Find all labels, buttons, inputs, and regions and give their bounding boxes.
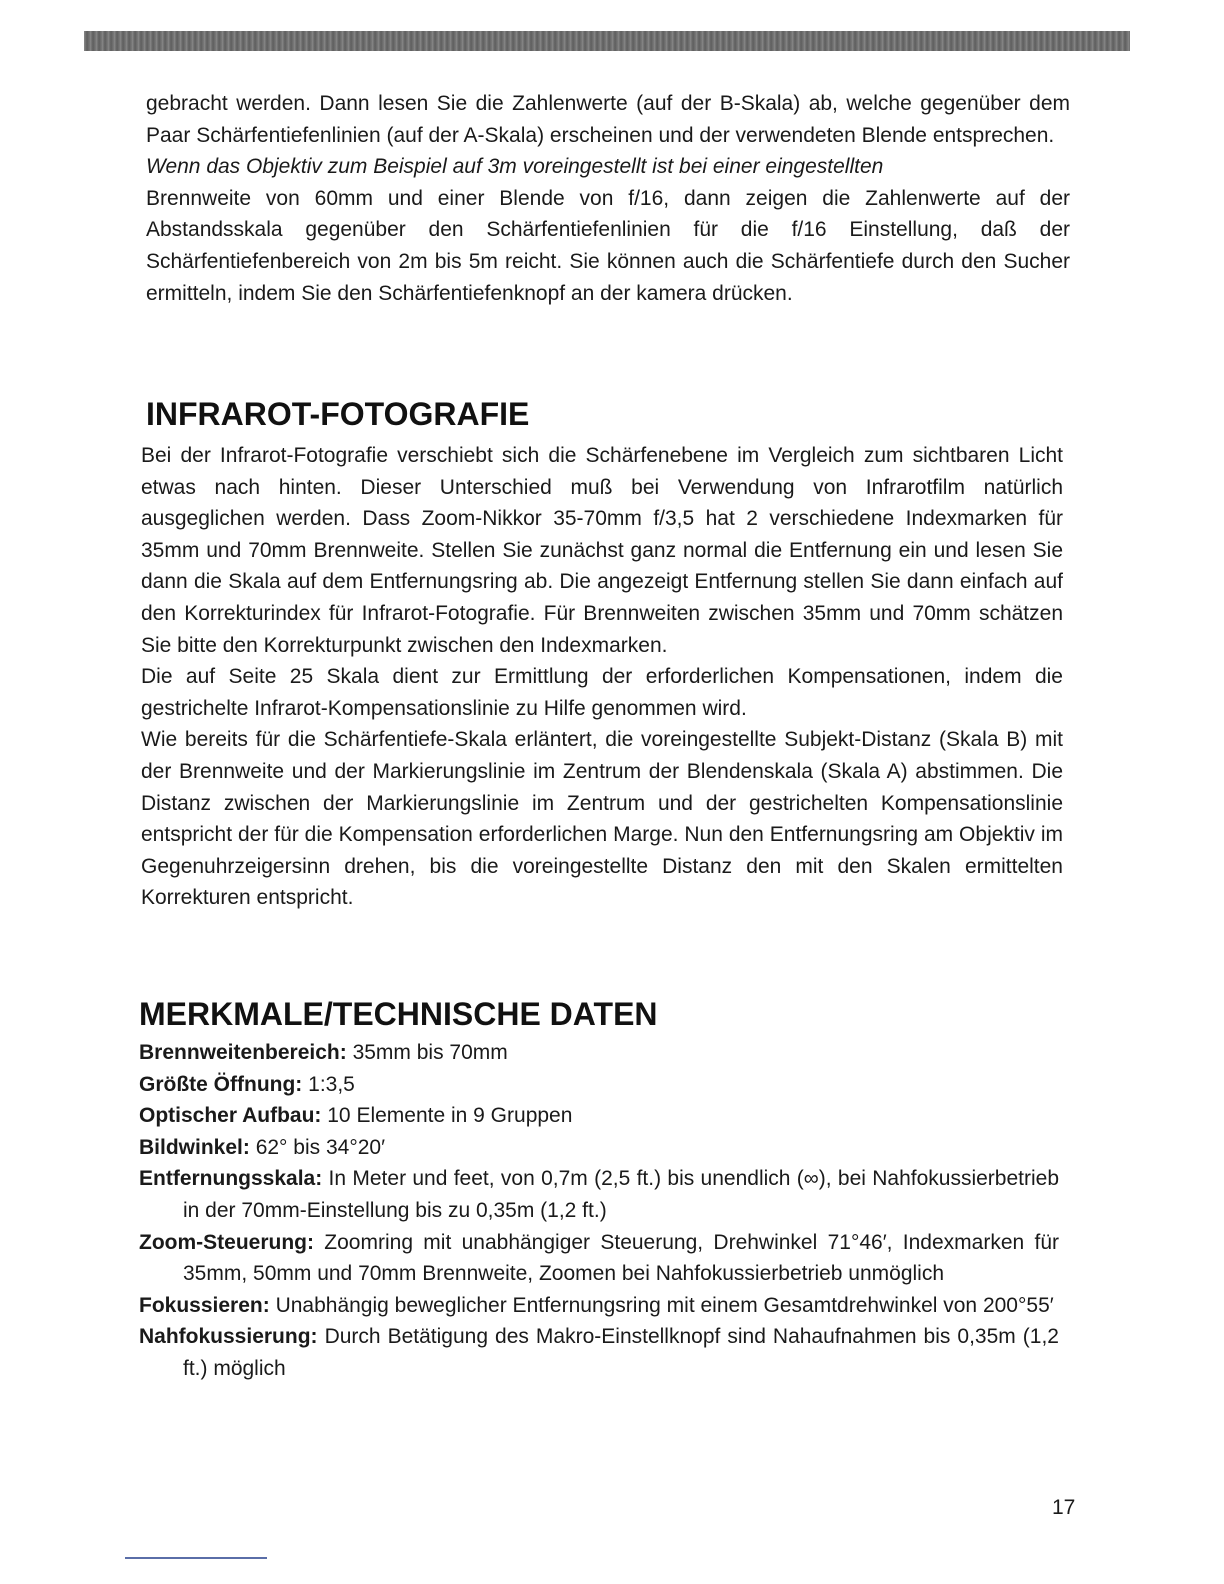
intro-section xyxy=(146,88,1070,309)
spec-value: Durch Betätigung des Makro-Einstellknopf sind Nahaufnahmen bis 0,35m (1,2 ft.) möglich xyxy=(183,1325,1059,1380)
infrarot-paragraph-1: Bei der Infrarot-Fotografie verschiebt sich die Schärfenebene im Vergleich zum sichtbaren Licht etwas nach hinten. Dieser Unterschied muß bei Verwendung von Infrarotfilm natürlich ausgeglichen werden. Dass Zoom-Nikkor 35-70mm f/3,5 hat 2 verschiedene Indexmarken für 35mm und 70mm Brennweite. Stellen Sie zunächst ganz normal die Entfernung ein und lesen Sie dann die Skala auf dem Entfernungsring ab. Die angezeigt Entfernung stellen Sie dann einfach auf den Korrekturindex für Infrarot-Fotografie. Für Brennweiten zwischen 35mm und 70mm schätzen Sie bitte den Korrekturpunkt zwischen den Indexmarken. xyxy=(141,444,1063,657)
spec-item xyxy=(139,1290,1059,1322)
spec-value: 62° bis 34°20′ xyxy=(255,1135,386,1159)
spec-value: Zoomring mit unabhängiger Steuerung, Drehwinkel 71°46′, Indexmarken für 35mm, 50mm und 70mm Brennweite, Zoomen bei Nahfokussierbetrieb unmöglich xyxy=(183,1230,1059,1286)
spec-key: Nahfokussierung: xyxy=(139,1325,318,1349)
spec-key: Optischer Aufbau: xyxy=(139,1104,322,1128)
spec-item xyxy=(139,1227,1059,1290)
footer-rule xyxy=(125,1557,267,1559)
spec-item xyxy=(139,1163,1059,1226)
spec-value: 10 Elemente in 9 Gruppen xyxy=(327,1104,573,1128)
spec-key: Größte Öffnung: xyxy=(139,1072,303,1096)
spec-item xyxy=(139,1132,1059,1164)
spec-key: Fokussieren: xyxy=(139,1293,270,1317)
spec-key: Brennweitenbereich: xyxy=(139,1041,347,1064)
spec-item xyxy=(139,1037,1059,1069)
infrarot-heading: INFRAROT-FOTOGRAFIE xyxy=(146,396,530,432)
infrarot-paragraph-2: Die auf Seite 25 Skala dient zur Ermittlung der erforderlichen Kompensationen, indem die gestrichelte Infrarot-Kompensationslinie zu Hilfe genommen wird. xyxy=(141,665,1063,720)
page-number: 17 xyxy=(1052,1496,1076,1519)
intro-example-paragraph: Brennweite von 60mm und einer Blende von f/16, dann zeigen die Zahlenwerte auf der Abstandsskala gegenüber den Schärfentiefenlinien für die f/16 Einstellung, daß der Schärfentiefenbereich von 2m bis 5m reicht. Sie können auch die Schärfentiefe durch den Sucher ermitteln, indem Sie den Schärfentiefenknopf an der kamera drücken. xyxy=(146,186,1070,305)
intro-example-italic: Wenn das Objektiv zum Beispiel auf 3m voreingestellt ist bei einer eingestellten xyxy=(146,155,884,179)
spec-value: Unabhängig beweglicher Entfernungsring mit einem Gesamtdrehwinkel von 200°55′ xyxy=(275,1293,1054,1317)
merkmale-heading: MERKMALE/TECHNISCHE DATEN xyxy=(139,996,658,1032)
spec-value: 1:3,5 xyxy=(308,1072,355,1096)
spec-key: Zoom-Steuerung: xyxy=(139,1230,314,1254)
spec-key: Bildwinkel: xyxy=(139,1135,250,1159)
spec-item xyxy=(139,1321,1059,1384)
spec-item xyxy=(139,1069,1059,1101)
spec-value: 35mm bis 70mm xyxy=(352,1041,508,1064)
infrarot-section xyxy=(141,440,1063,914)
spec-list xyxy=(139,1037,1059,1385)
spec-item xyxy=(139,1100,1059,1132)
spec-value: In Meter und feet, von 0,7m (2,5 ft.) bis unendlich (∞), bei Nahfokussierbetrieb in der 70mm-Einstellung bis zu 0,35m (1,2 ft.) xyxy=(183,1167,1059,1222)
intro-paragraph: gebracht werden. Dann lesen Sie die Zahlenwerte (auf der B-Skala) ab, welche gegenüber dem Paar Schärfentiefenlinien (auf der A-Skala) erscheinen und der verwendeten Blende entsprechen. xyxy=(146,92,1070,147)
infrarot-paragraph-3: Wie bereits für die Schärfentiefe-Skala erläntert, die voreingestellte Subjekt-Distanz (Skala B) mit der Brennweite und der Markierungslinie im Zentrum der Blendenskala (Skala A) abstimmen. Die Distanz zwischen der Markierungslinie im Zentrum und der gestrichelten Kompensationslinie entspricht der für die Kompensation erforderlichen Marge. Nun den Entfernungsring am Objektiv im Gegenuhrzeigersinn drehen, bis die voreingestellte Distanz den mit den Skalen ermittelten Korrekturen entspricht. xyxy=(141,728,1063,910)
spec-key: Entfernungsskala: xyxy=(139,1167,323,1191)
header-bar xyxy=(84,31,1130,51)
